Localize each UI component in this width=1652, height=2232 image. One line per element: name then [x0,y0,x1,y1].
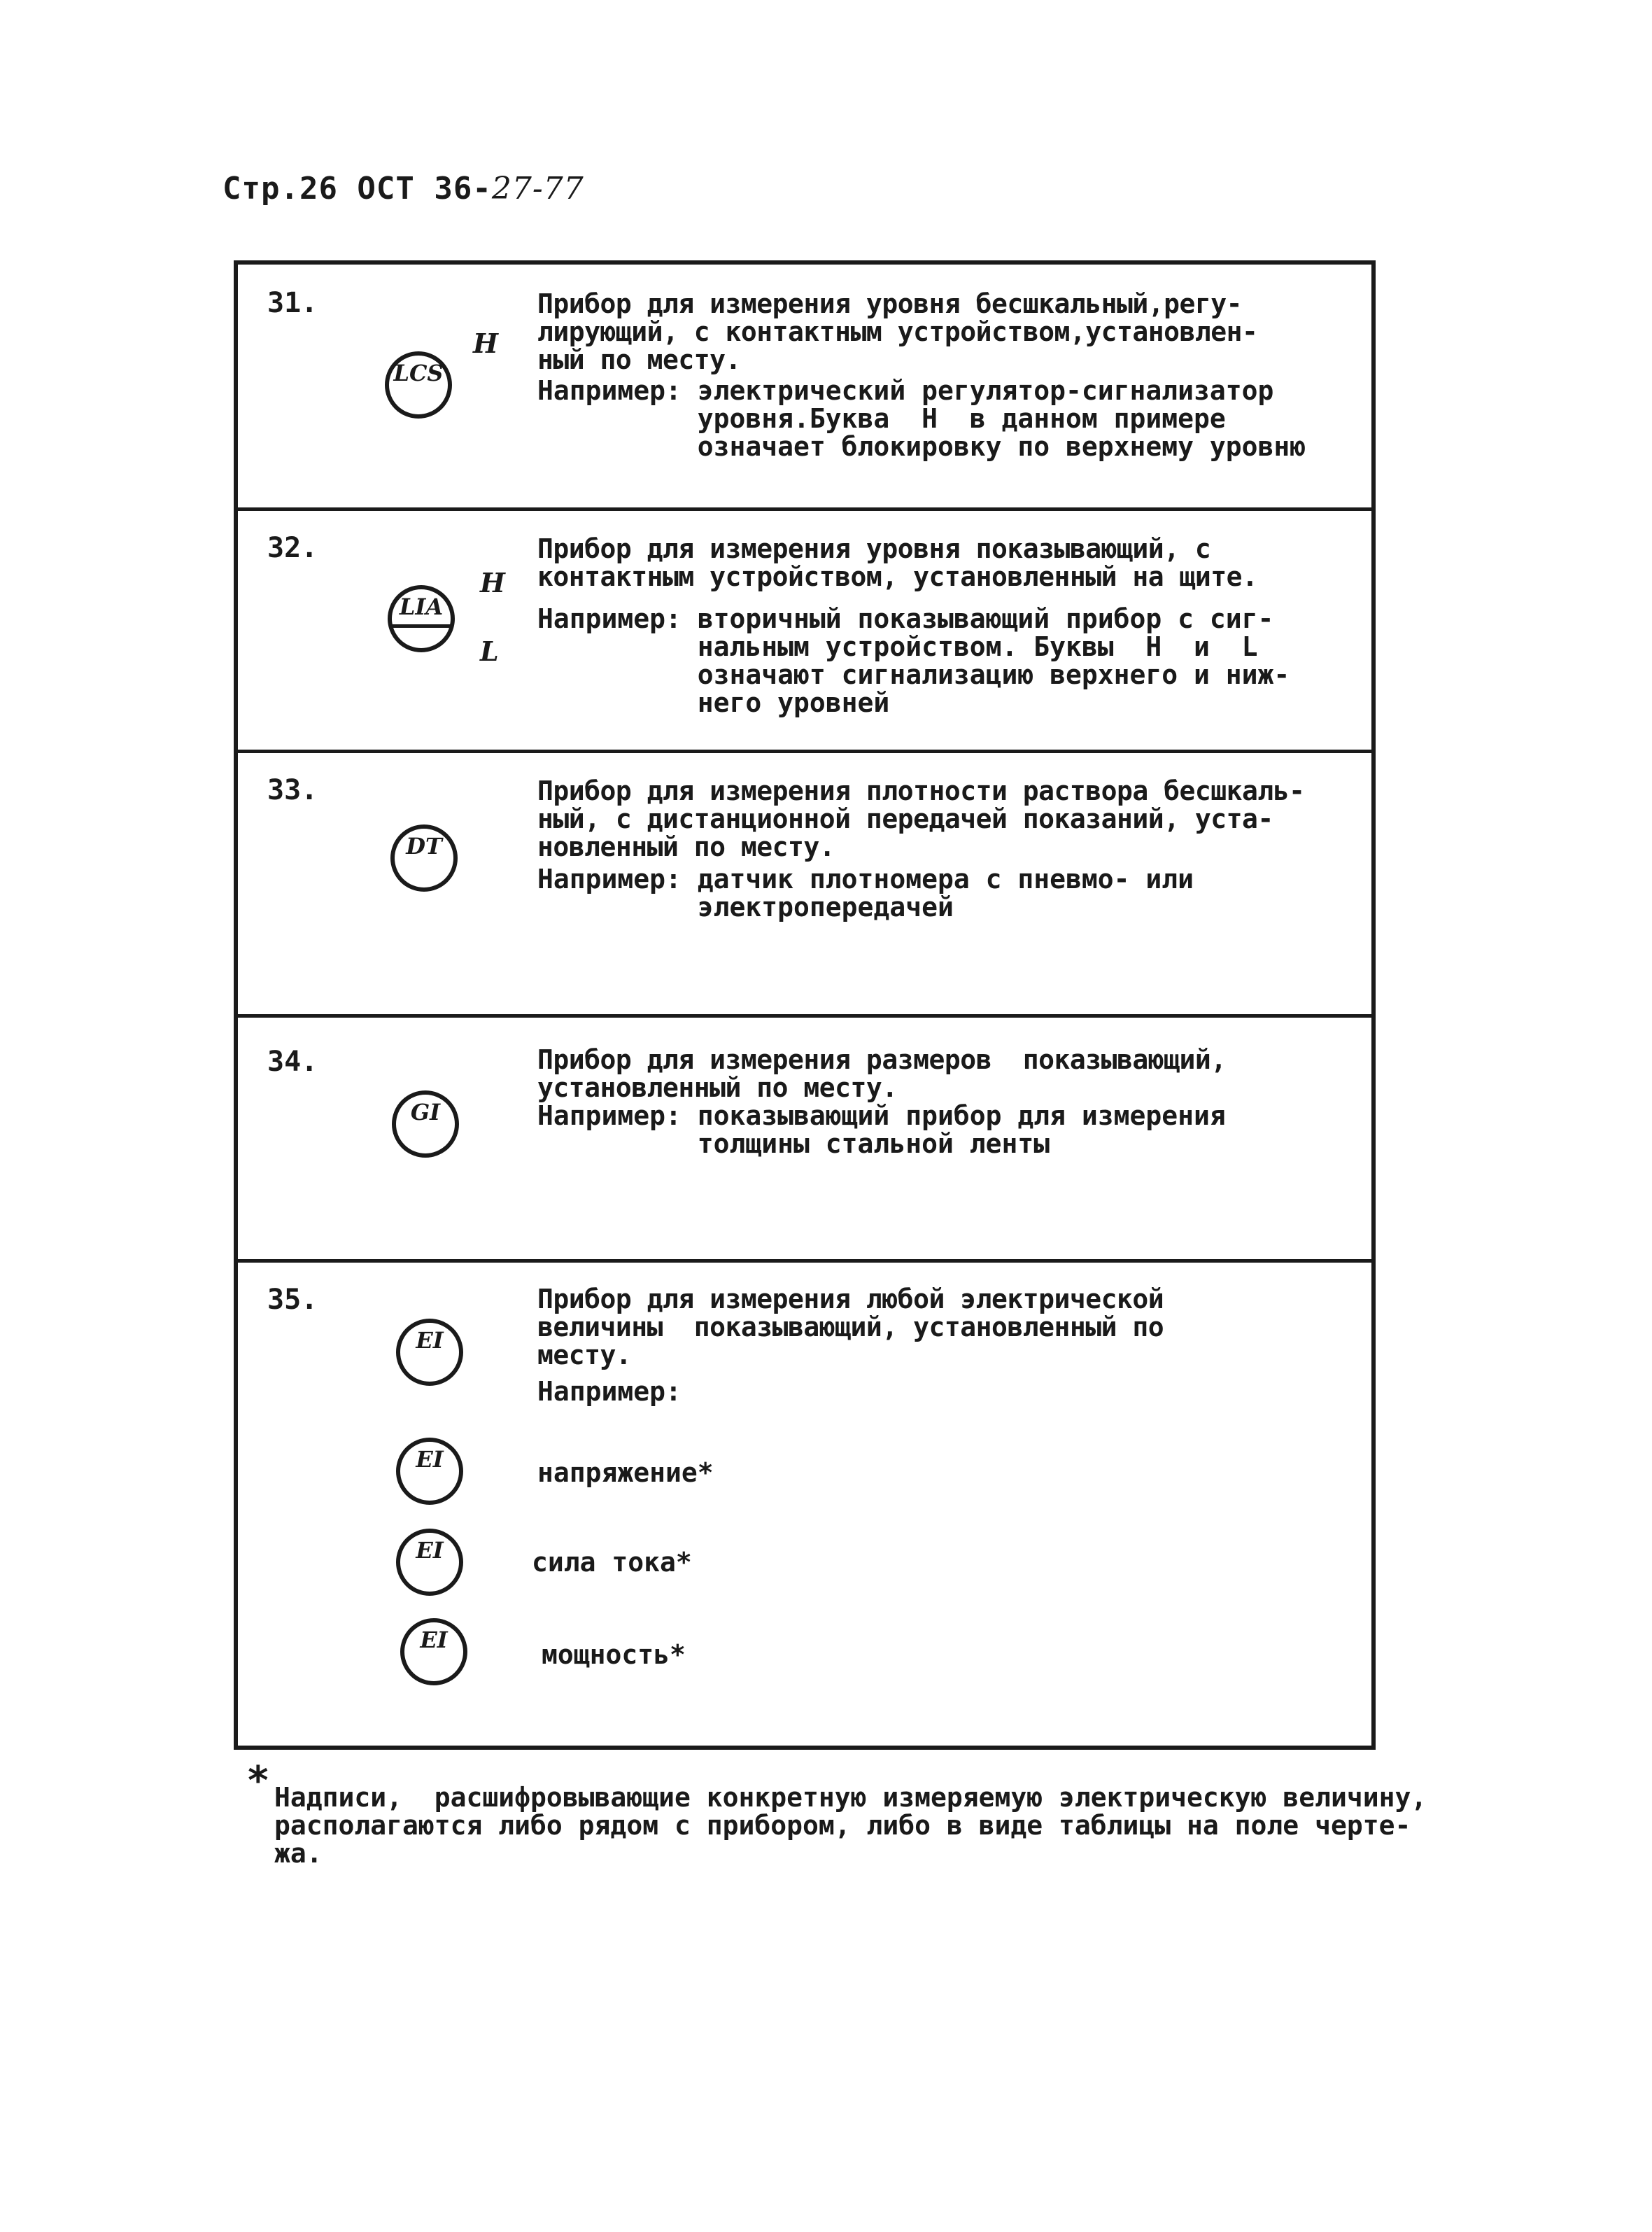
row-number: 34. [267,1046,318,1078]
row-example: Например: датчик плотномера с пневмо- или электропередачей [537,864,1194,922]
symbol-code: EI [420,1627,448,1653]
page-header-text: Стр.26 ОСТ 36- [223,171,492,206]
row-description: Прибор для измерения уровня бесшкальный,регу- лирующий, с контактным устройством,установлен- ный по месту. [537,288,1258,375]
table-row-33 [238,753,1371,1018]
symbol-code: GI [410,1099,441,1125]
panel-instrument-symbol-icon [388,585,455,652]
table-row-31 [238,265,1371,511]
row-description: Прибор для измерения плотности раствора бесшкаль- ный, с дистанционной передачей показаний, уста- новленный по месту. [537,775,1305,862]
example-item-label: мощность* [542,1639,686,1670]
example-item-label: сила тока* [532,1547,692,1578]
symbol-code: DT [406,833,442,859]
instrument-symbol-icon [400,1618,467,1685]
table-row-32 [238,511,1371,753]
row-example: Например: вторичный показывающий прибор с сиг- нальным устройством. Буквы Н и L означают сигнализацию верхнего и ниж- него уровней [537,603,1290,718]
symbol-letter-h: H [473,328,498,359]
row-number: 31. [267,287,318,319]
symbol-letter-h: H [480,567,505,598]
panel-mount-line [392,624,451,628]
instrument-symbol-icon [385,351,452,419]
page-header [223,171,584,206]
symbol-code: LIA [399,594,444,620]
symbol-letter-l: L [480,636,499,667]
row-description: Прибор для измерения любой электрической величины показывающий, установленный по месту. [537,1284,1164,1370]
instrument-symbol-icon [396,1438,463,1505]
symbol-code: LCS [393,360,444,386]
row-example: Например: электрический регулятор-сигнализатор уровня.Буква Н в данном примере означает блокировку по верхнему уровню [537,375,1306,462]
example-item-label: напряжение* [537,1457,714,1488]
instrument-symbol-icon [396,1529,463,1596]
symbol-code: EI [416,1446,444,1473]
symbols-table [234,260,1376,1750]
symbol-code: EI [416,1537,444,1564]
symbol-code: EI [416,1327,444,1354]
row-number: 35. [267,1284,318,1316]
instrument-symbol-icon [396,1319,463,1386]
table-row-35 [238,1263,1371,1746]
table-row-34 [238,1018,1371,1263]
row-number: 32. [267,532,318,564]
row-description: Прибор для измерения размеров показывающий, установленный по месту. [537,1044,1227,1103]
row-description: Прибор для измерения уровня показывающий, с контактным устройством, установленный на щите. [537,533,1258,592]
footnote-text: Надписи, расшифровывающие конкретную измеряемую электрическую величину, располагаются либо рядом с прибором, либо в виде таблицы на поле черте- жа. [274,1782,1427,1869]
page-header-handwritten: 27-77 [491,171,584,206]
row-example: Например: [537,1376,682,1407]
instrument-symbol-icon [392,1090,459,1158]
row-number: 33. [267,774,318,806]
footnote-marker: * [246,1758,270,1804]
row-example: Например: показывающий прибор для измерения толщины стальной ленты [537,1100,1226,1159]
instrument-symbol-icon [390,824,458,892]
